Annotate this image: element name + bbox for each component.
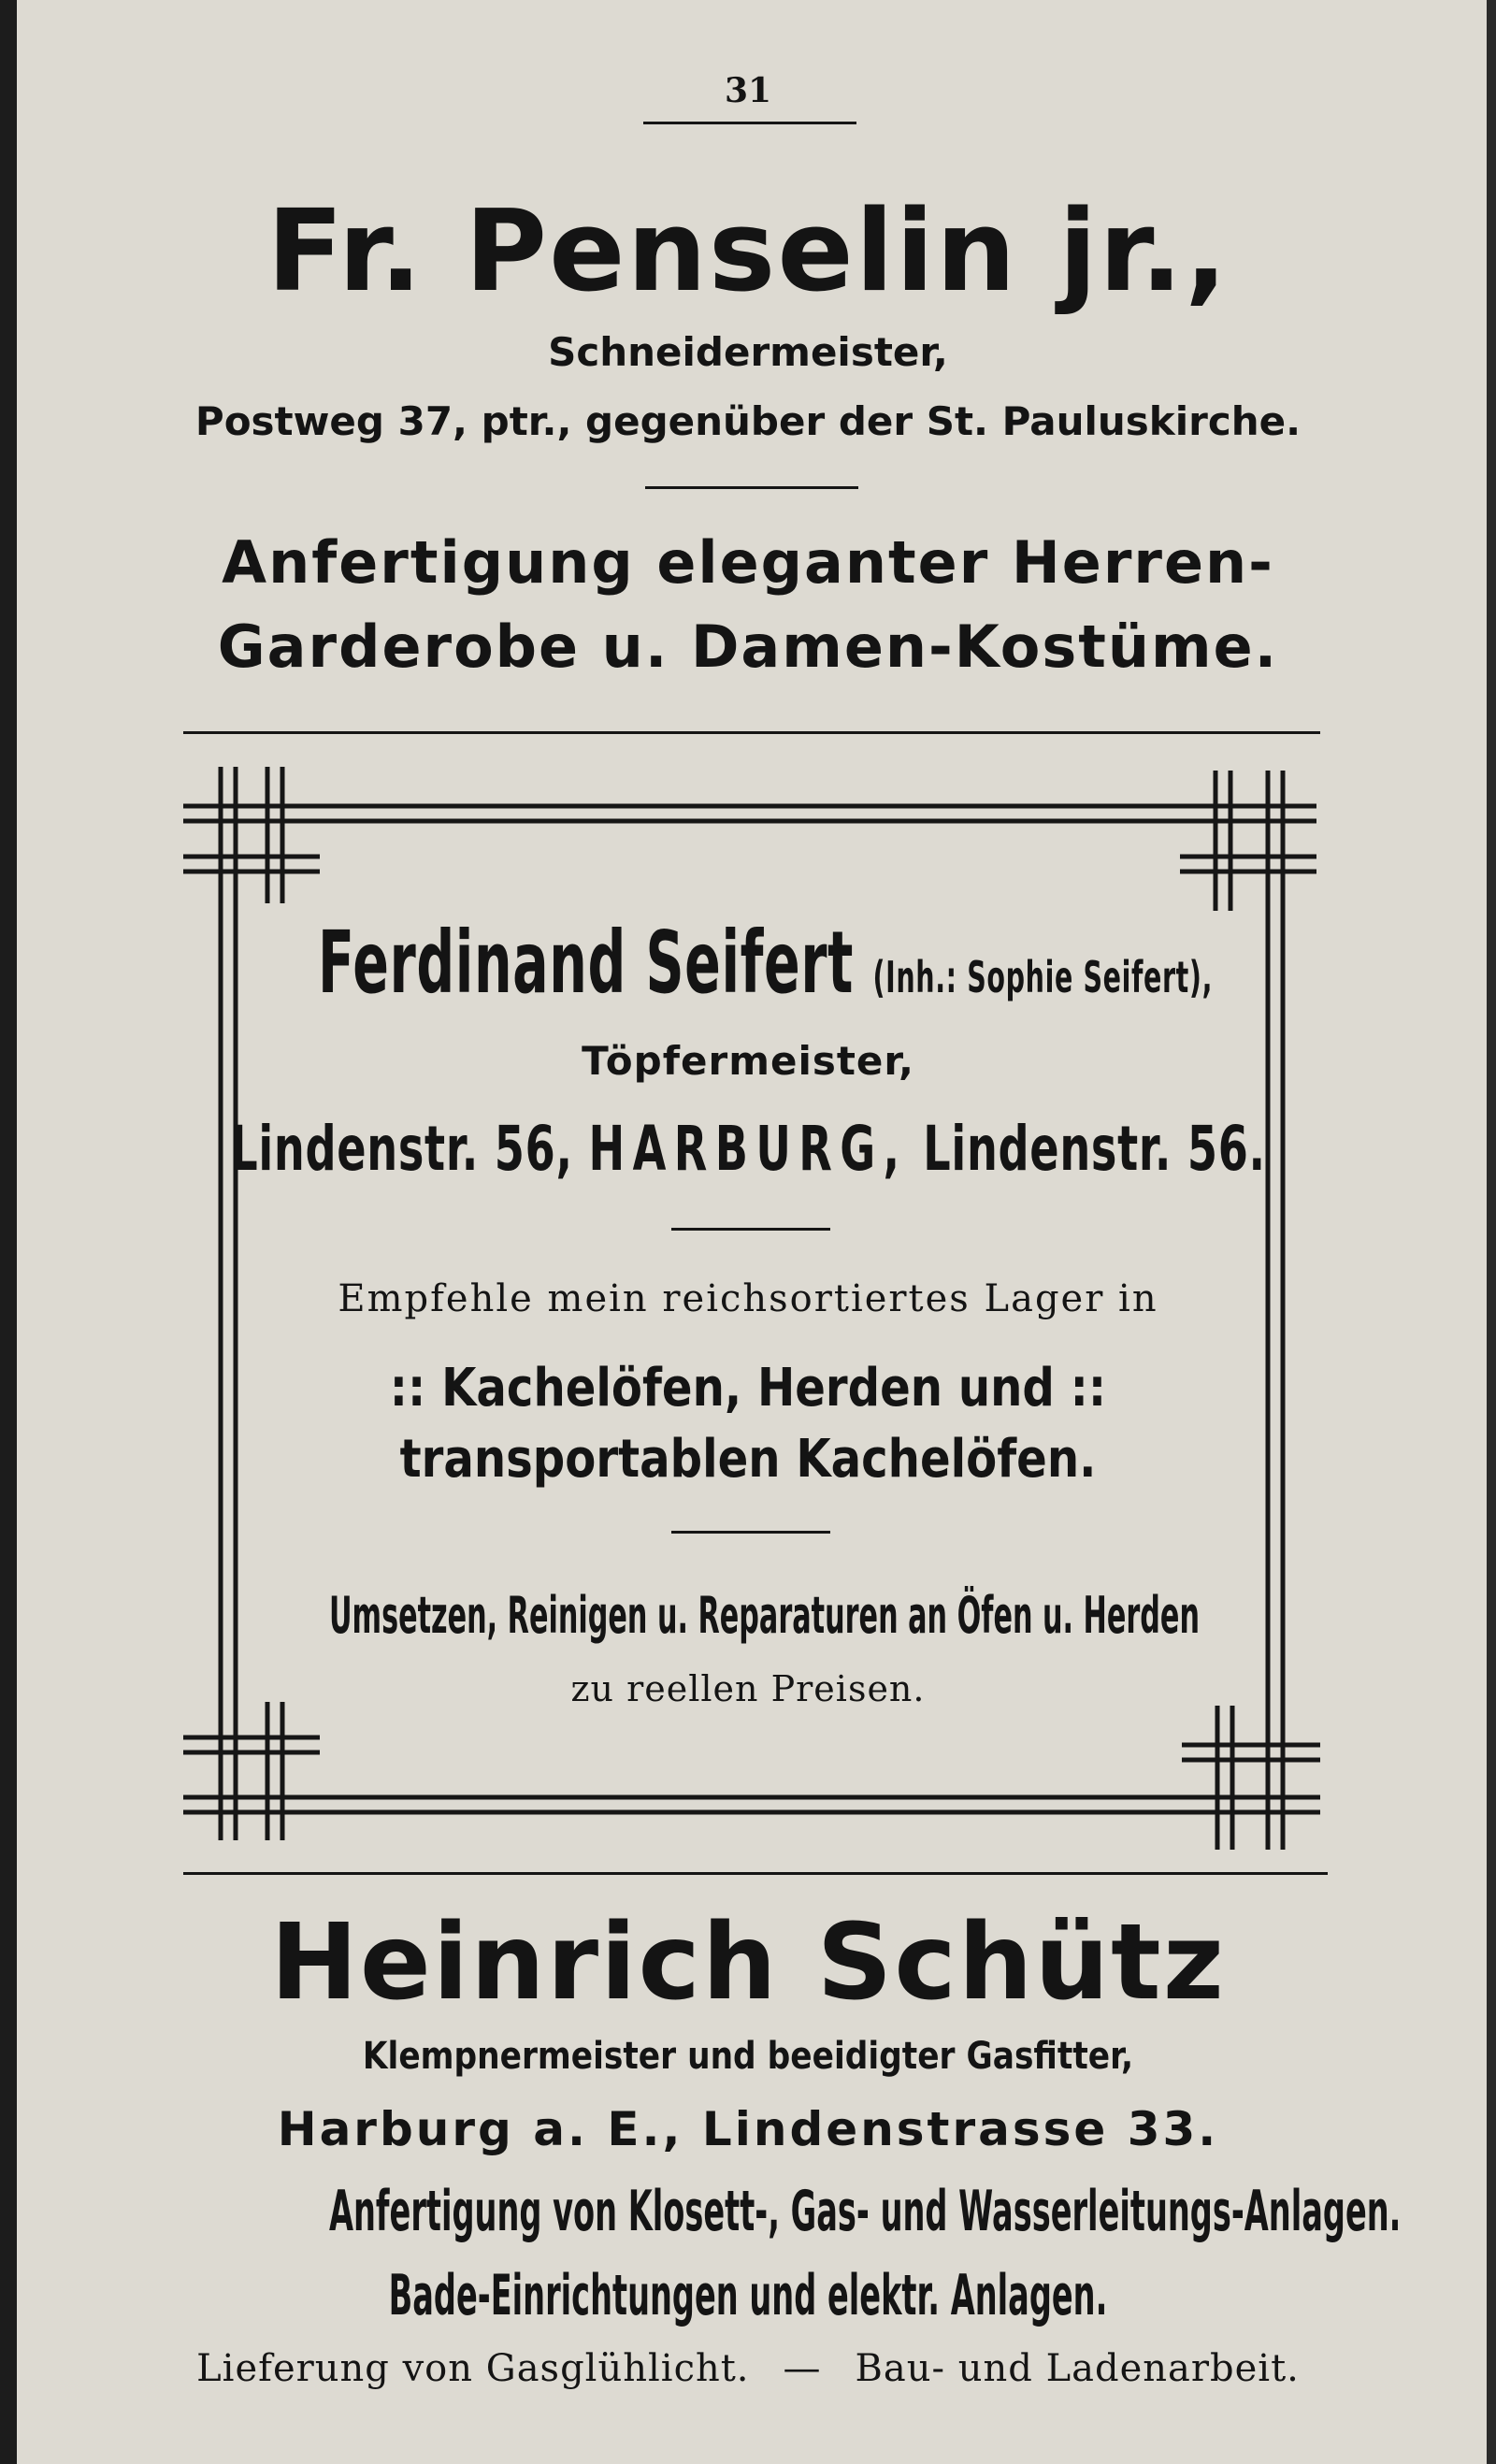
schutz-work-line-1: Anfertigung von Klosett-, Gas- und Wasserleitungs-Anlagen. — [329, 2179, 1402, 2244]
seifert-trade: Töpfermeister, — [582, 1038, 914, 1084]
schutz-name: Heinrich Schütz — [270, 1902, 1226, 2024]
penselin-trade: Schneidermeister, — [548, 329, 948, 375]
seifert-price-note: zu reellen Preisen. — [570, 1668, 926, 1709]
schutz-address: Harburg a. E., Lindenstrasse 33. — [277, 2102, 1219, 2156]
penselin-name: Fr. Penselin jr., — [266, 187, 1230, 317]
section-divider-bottom — [183, 1872, 1328, 1875]
schutz-work-line-2: Bade-Einrichtungen und elektr. Anlagen. — [388, 2263, 1108, 2328]
seifert-name-line — [318, 913, 1213, 1013]
seifert-owner: (Inh.: Sophie Seifert), — [872, 952, 1214, 1002]
seifert-products-line-2: transportablen Kachelöfen. — [399, 1429, 1097, 1490]
penselin-address: Postweg 37, ptr., gegenüber der St. Pauluskirche. — [194, 398, 1302, 444]
seifert-address-right: Lindenstr. 56. — [923, 1113, 1266, 1185]
seifert-divider-1 — [671, 1228, 830, 1231]
seifert-address-left: Lindenstr. 56, — [230, 1113, 573, 1185]
seifert-name: Ferdinand Seifert — [318, 913, 855, 1013]
seifert-service: Umsetzen, Reinigen u. Reparaturen an Öfen u. Herden — [329, 1586, 1200, 1645]
schutz-footer-right: Bau- und Ladenarbeit. — [855, 2347, 1300, 2390]
schutz-footer — [0, 2347, 1496, 2390]
schutz-footer-left: Lieferung von Gasglühlicht. — [196, 2347, 750, 2390]
schutz-footer-dash: — — [783, 2347, 822, 2390]
page-number: 31 — [724, 71, 772, 110]
seifert-products-line-1: :: Kachelöfen, Herden und :: — [389, 1358, 1107, 1419]
penselin-offer-line-2: Garderobe u. Damen-Kostüme. — [217, 612, 1279, 681]
seifert-address — [224, 1113, 1272, 1185]
penselin-offer-line-1: Anfertigung eleganter Herren- — [222, 528, 1274, 597]
seifert-divider-2 — [671, 1531, 830, 1534]
schutz-trade: Klempnermeister und beeidigter Gasfitter, — [362, 2035, 1134, 2078]
seifert-offer-intro: Empfehle mein reichsortiertes Lager in — [338, 1277, 1158, 1320]
seifert-address-city: HARBURG, — [588, 1113, 908, 1185]
